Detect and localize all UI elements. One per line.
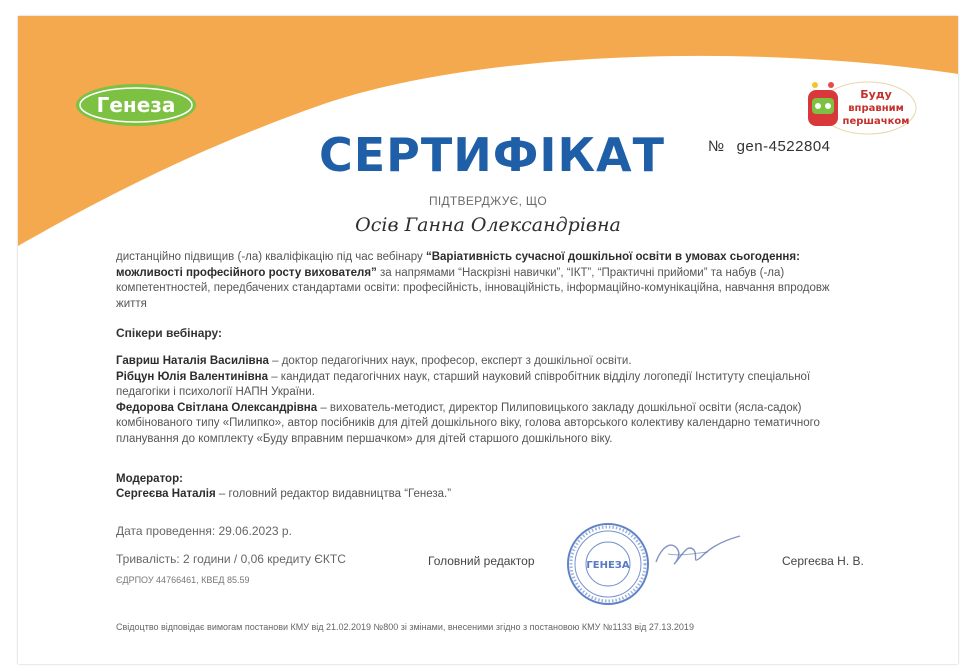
registry-codes: ЄДРПОУ 44766461, КВЕД 85.59 xyxy=(116,575,250,585)
speaker-name: Рібцун Юлія Валентинівна xyxy=(116,370,269,383)
moderator-block xyxy=(116,472,816,502)
webinar-title: “Варіативність сучасної дошкільної освіти в умовах сьогодення: можливості професійного росту вихователя” xyxy=(116,251,800,279)
legal-footer: Свідоцтво відповідає вимогам постанови КМУ від 21.02.2019 №800 зі змінами, внесеними згідно з постановою КМУ №1133 від 27.13.2019 xyxy=(116,622,694,632)
official-stamp xyxy=(566,522,650,606)
speaker-item xyxy=(116,354,856,370)
moderator-heading: Модератор: xyxy=(116,473,183,485)
geneza-logo xyxy=(74,82,198,128)
certificate-sheet xyxy=(18,16,958,664)
logo-right-line2: вправним xyxy=(848,103,904,114)
speaker-desc: – кандидат педагогічних наук, старший науковий співробітник відділу логопедії Інституту спеціальної педагогіки і психології НАПН України. xyxy=(116,370,811,398)
editor-name: Сергеєва Н. В. xyxy=(782,554,864,568)
logo-right-line3: першачком xyxy=(842,116,910,127)
logo-right-line1: Буду xyxy=(860,88,892,101)
speaker-name: Гавриш Наталія Василівна xyxy=(116,355,269,367)
moderator-desc: – головний редактор видавництва “Генеза.” xyxy=(215,488,452,500)
certificate-number xyxy=(708,138,831,155)
body-intro: дистанційно підвищив (-ла) кваліфікацію під час вебінару xyxy=(116,251,426,263)
speaker-item xyxy=(116,370,856,401)
certificate-title: СЕРТИФІКАТ xyxy=(318,128,666,182)
number-sign: № xyxy=(708,138,725,155)
event-date: Дата проведення: 29.06.2023 р. xyxy=(116,524,292,538)
geneza-logo-text: Генеза xyxy=(96,93,176,117)
speakers-list xyxy=(116,354,856,447)
budu-vpravnym-logo xyxy=(798,76,918,138)
handwritten-signature xyxy=(648,528,748,578)
speakers-heading: Спікери вебінару: xyxy=(116,326,223,340)
stamp-text: ГЕНЕЗА xyxy=(586,560,630,571)
recipient-name: Осів Ганна Олександрівна xyxy=(355,214,621,236)
confirms-label: ПІДТВЕРДЖУЄ, ЩО xyxy=(428,194,548,208)
speaker-name: Федорова Світлана Олександрівна xyxy=(116,401,318,414)
speaker-desc: – вихователь-методист, директор Пилиповицького закладу дошкільної освіти (ясла-садок) комбінованого типу «Пилипко», автор посібників для дітей дошкільного віку, голова авторського колективу календарно тематичного планування до комплекту «Буду вправним першачком» для дітей старшого дошкільного віку. xyxy=(116,401,820,445)
event-duration: Тривалість: 2 години / 0,06 кредиту ЄКТС xyxy=(116,552,346,566)
certificate-body xyxy=(116,250,836,312)
body-rest: за напрямами “Наскрізні навички”, “ІКТ”, “Практичні прийоми” та набув (-ла) компетентностей, передбачених стандартами освіти: професійність, інноваційність, інформаційно-комунікаційна, навчання впродовж життя xyxy=(116,266,830,310)
editor-role: Головний редактор xyxy=(428,554,535,568)
number-value: gen-4522804 xyxy=(736,138,831,155)
speaker-desc: – доктор педагогічних наук, професор, експерт з дошкільної освіти. xyxy=(268,355,632,367)
moderator-name: Сергеєва Наталія xyxy=(116,488,216,500)
speaker-item xyxy=(116,401,856,448)
